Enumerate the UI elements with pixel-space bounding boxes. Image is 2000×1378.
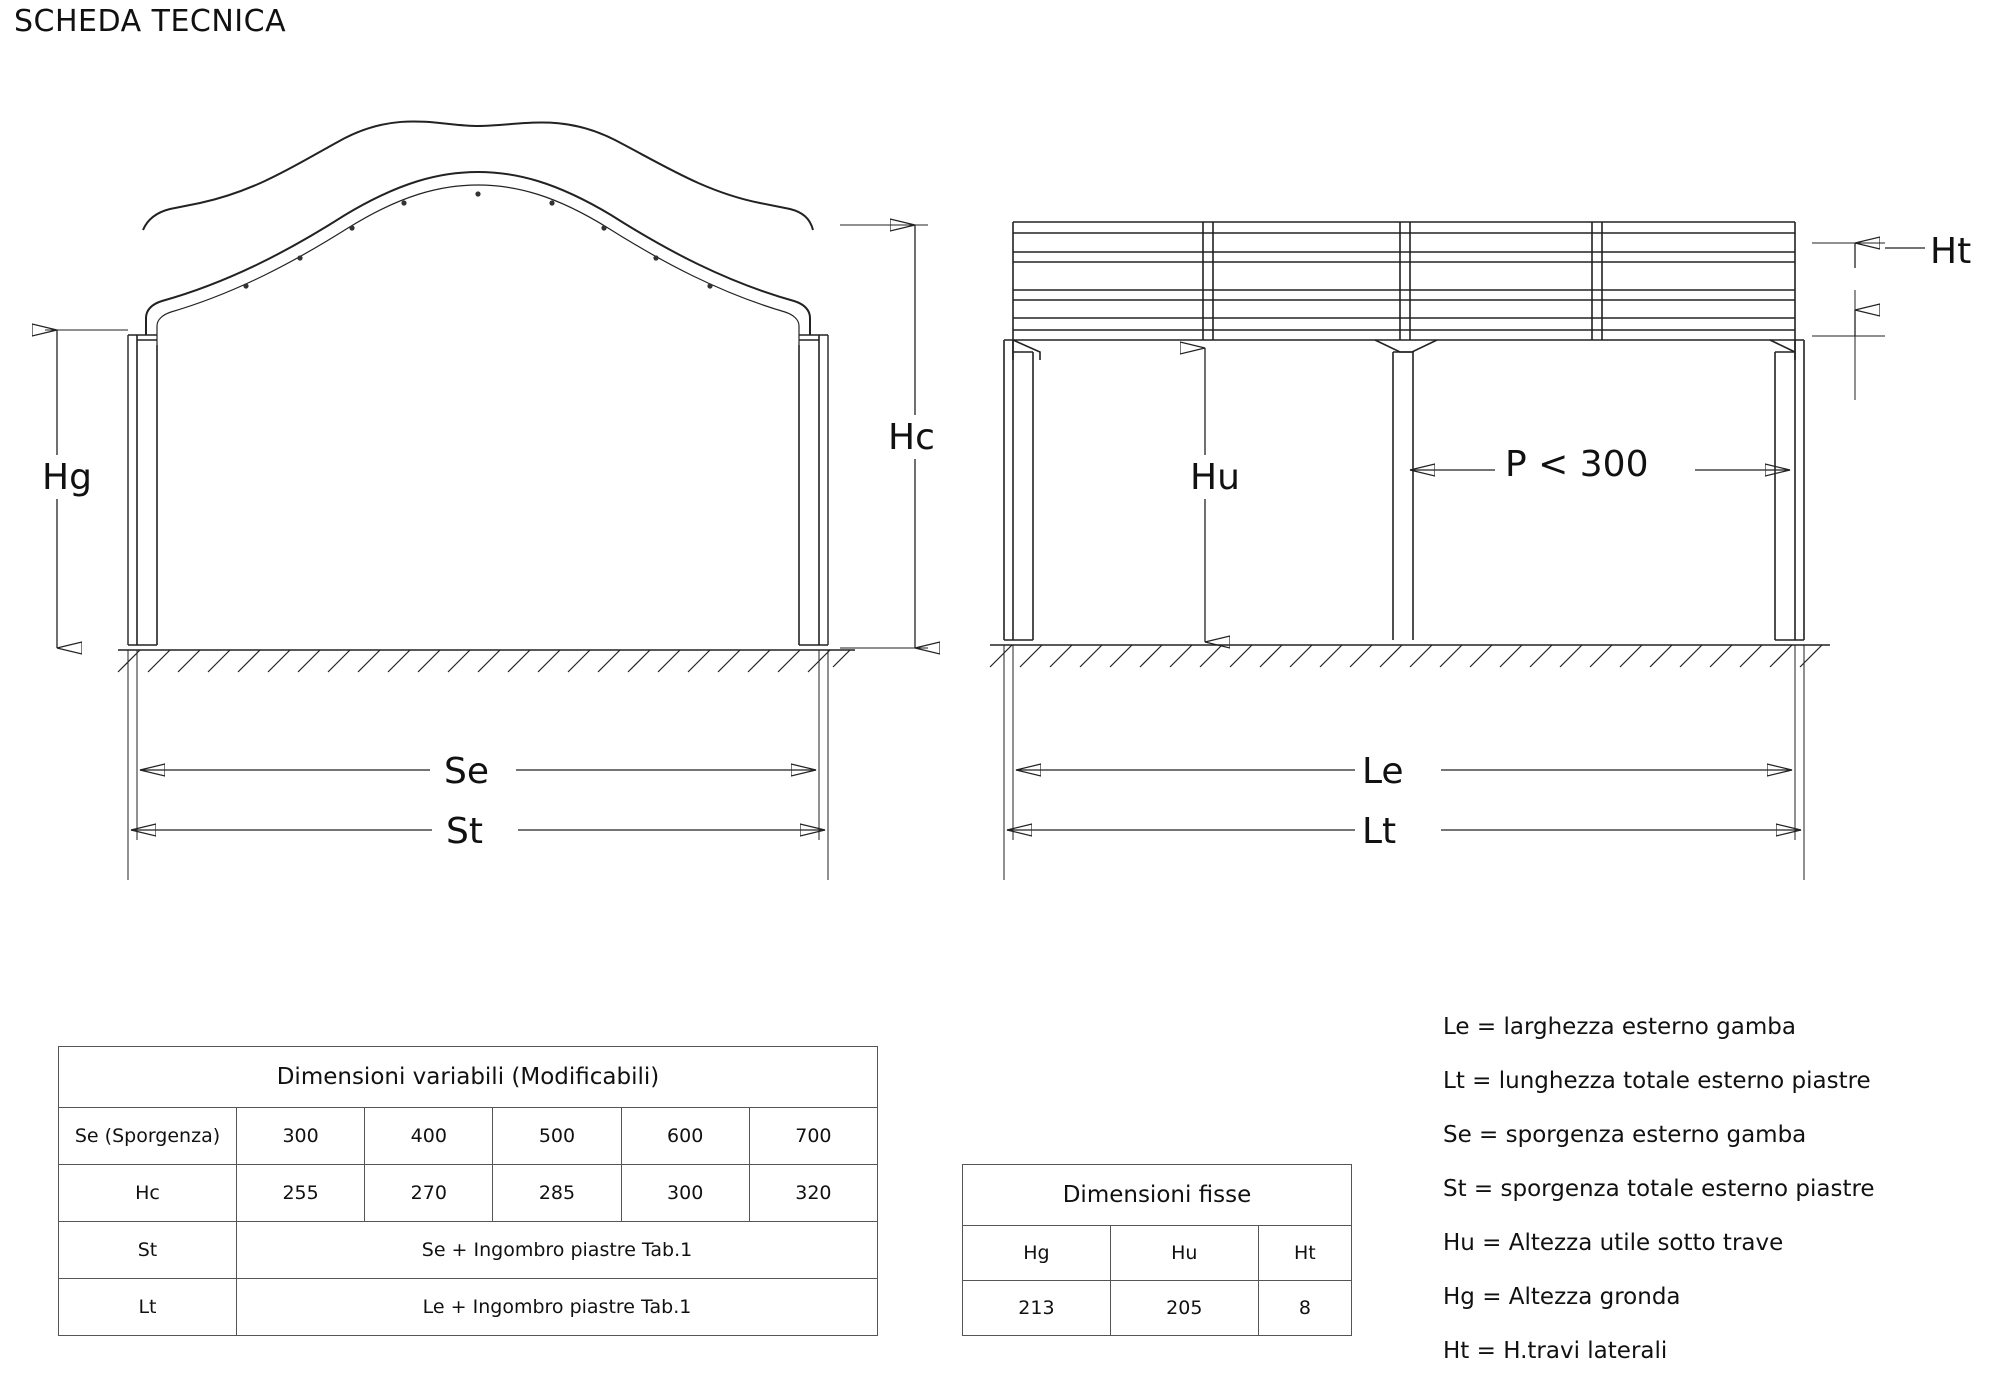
fixed-col-ht: Ht (1258, 1226, 1351, 1281)
label-se: Se (444, 751, 489, 792)
table-row (59, 1165, 878, 1222)
label-hg: Hg (42, 457, 92, 498)
legend-item-hu: Hu = Altezza utile sotto trave (1443, 1229, 1784, 1256)
legend-list (1443, 1000, 1988, 1378)
legend-item-lt: Lt = lunghezza totale esterno piastre (1443, 1067, 1871, 1094)
cell-hc-3: 285 (493, 1165, 621, 1222)
legend-item-le: Le = larghezza esterno gamba (1443, 1013, 1796, 1040)
fixed-table-header: Dimensioni fisse (963, 1165, 1352, 1226)
variable-dimensions-table (58, 1046, 878, 1336)
fixed-col-hu: Hu (1110, 1226, 1258, 1281)
table-row (963, 1165, 1352, 1226)
row-label-st: St (59, 1222, 237, 1279)
legend-item-st: St = sporgenza totale esterno piastre (1443, 1175, 1875, 1202)
table-row (59, 1279, 878, 1336)
table-row (59, 1108, 878, 1165)
legend-item-hg: Hg = Altezza gronda (1443, 1283, 1681, 1310)
cell-se-5: 700 (749, 1108, 877, 1165)
fixed-val-ht: 8 (1258, 1281, 1351, 1336)
table-row (59, 1222, 878, 1279)
row-label-se: Se (Sporgenza) (59, 1108, 237, 1165)
label-le: Le (1362, 751, 1404, 792)
cell-hc-2: 270 (365, 1165, 493, 1222)
legend-item-se: Se = sporgenza esterno gamba (1443, 1121, 1807, 1148)
cell-hc-1: 255 (237, 1165, 365, 1222)
label-hc: Hc (888, 417, 935, 458)
table-row (963, 1226, 1352, 1281)
cell-lt-formula: Le + Ingombro piastre Tab.1 (237, 1279, 878, 1336)
cell-se-2: 400 (365, 1108, 493, 1165)
cell-st-formula: Se + Ingombro piastre Tab.1 (237, 1222, 878, 1279)
label-p: P < 300 (1505, 444, 1649, 485)
fixed-col-hg: Hg (963, 1226, 1111, 1281)
table-row (59, 1047, 878, 1108)
page-title: SCHEDA TECNICA (14, 4, 287, 39)
cell-se-3: 500 (493, 1108, 621, 1165)
variable-table-header: Dimensioni variabili (Modificabili) (59, 1047, 878, 1108)
cell-hc-5: 320 (749, 1165, 877, 1222)
cell-se-1: 300 (237, 1108, 365, 1165)
label-hu: Hu (1190, 457, 1240, 498)
cell-se-4: 600 (621, 1108, 749, 1165)
fixed-val-hg: 213 (963, 1281, 1111, 1336)
row-label-lt: Lt (59, 1279, 237, 1336)
cell-hc-4: 300 (621, 1165, 749, 1222)
table-row (963, 1281, 1352, 1336)
label-ht: Ht (1930, 231, 1972, 272)
legend-item-ht: Ht = H.travi laterali (1443, 1337, 1668, 1364)
row-label-hc: Hc (59, 1165, 237, 1222)
label-st: St (446, 811, 483, 852)
fixed-dimensions-table (962, 1164, 1352, 1336)
label-lt: Lt (1362, 811, 1397, 852)
fixed-val-hu: 205 (1110, 1281, 1258, 1336)
